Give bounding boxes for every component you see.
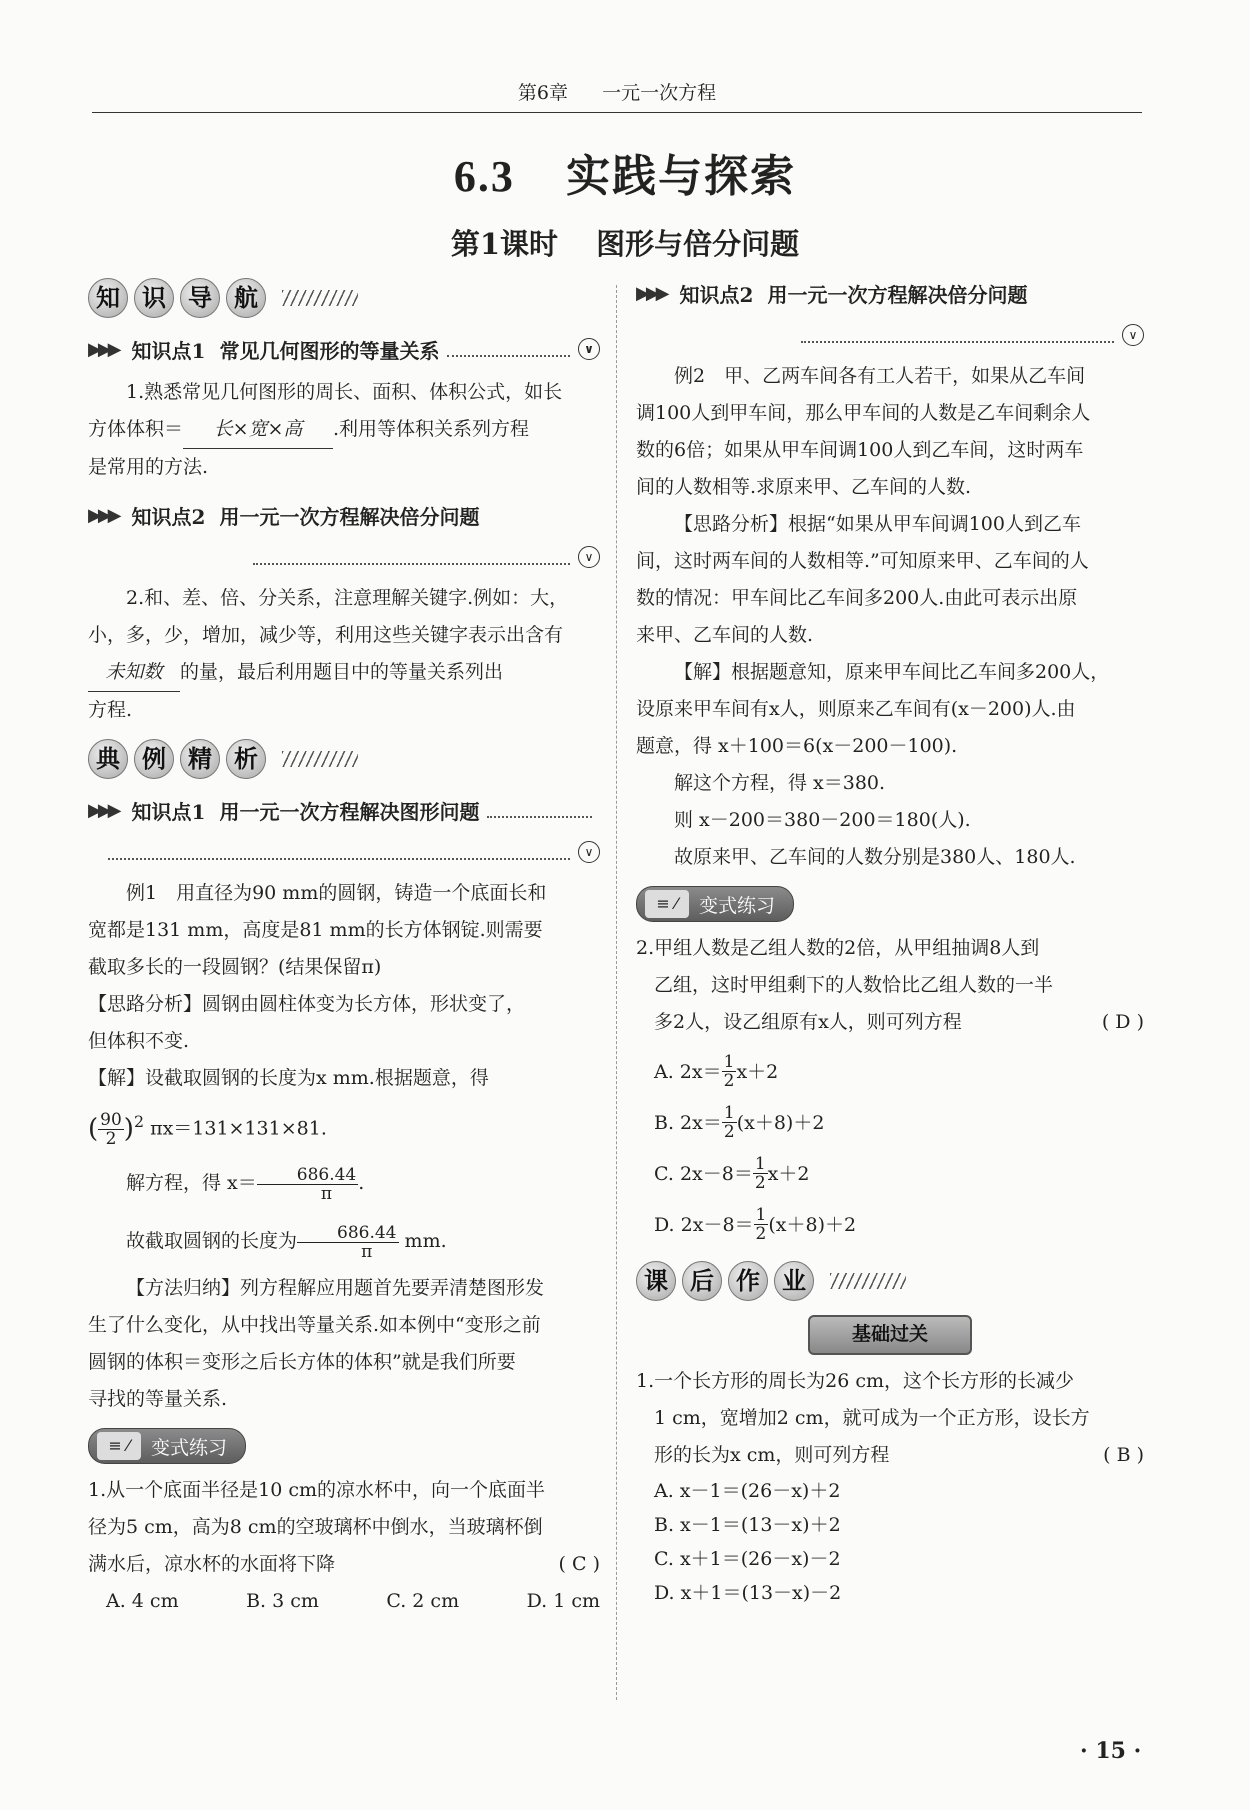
kp-label: 知识点2 <box>679 282 754 307</box>
para-1c: 是常用的方法. <box>88 456 209 478</box>
banner-char: 知 <box>88 278 128 318</box>
banner-char: 课 <box>636 1261 676 1301</box>
example-2d: 间的人数相等.求原来甲、乙车间的人数. <box>636 476 972 498</box>
triple-arrow-icon: ▶▶▶ <box>88 504 118 526</box>
example-1b: 宽都是131 mm，高度是81 mm的长方体钢锭.则需要 <box>88 919 543 941</box>
solution-2: 【解】根据题意知，原来甲车间比乙车间多200人， <box>674 661 1110 683</box>
page-number: · 15 · <box>1080 1738 1142 1764</box>
answer-mark: ( D ) <box>1101 1011 1144 1033</box>
notebook-pen-icon: ≡ ⁄ <box>97 1432 141 1460</box>
para-1: 1.熟悉常见几何图形的周长、面积、体积公式，如长 <box>126 381 563 403</box>
banner-char: 作 <box>728 1261 768 1301</box>
para-1b: 方体体积＝ 长×宽×高 .利用等体积关系列方程 <box>88 411 600 449</box>
question-1c: 满水后，凉水杯的水面将下降 ( C ) <box>88 1546 600 1583</box>
solution-1: 【解】设截取圆钢的长度为x mm.根据题意，得 <box>88 1067 489 1089</box>
knowledge-point-2 <box>88 498 600 532</box>
analysis-2c: 数的情况：甲车间比乙车间多200人.由此可表示出原 <box>636 587 1078 609</box>
triple-arrow-icon: ▶▶▶ <box>88 338 118 360</box>
example-1c: 截取多长的一段圆钢？(结果保留π) <box>88 956 382 978</box>
hw-option-d: D. x＋1＝(13－x)－2 <box>654 1582 842 1604</box>
question-2: 2.甲组人数是乙组人数的2倍，从甲组抽调8人到 <box>636 937 1040 959</box>
hatch-decoration <box>830 1273 906 1289</box>
solution-2e: 则 x－200＝380－200＝180(人). <box>674 809 971 831</box>
analysis-1: 【思路分析】圆钢由圆柱体变为长方体，形状变了， <box>88 993 526 1015</box>
kp-label: 知识点1 <box>131 338 206 363</box>
banner-char: 航 <box>226 278 266 318</box>
fill-blank-2: 未知数 <box>88 654 180 692</box>
option: A. 4 cm <box>106 1590 179 1613</box>
hw-option-a: A. x－1＝(26－x)＋2 <box>654 1480 841 1502</box>
banner-char: 导 <box>180 278 220 318</box>
variant-practice-tag: ≡ ⁄ 变式练习 <box>88 1428 246 1464</box>
example-2c: 数的6倍；如果从甲车间调100人到乙车间，这时两车 <box>636 439 1084 461</box>
section-name: 实践与探索 <box>566 151 797 202</box>
running-header <box>92 78 1142 113</box>
kp-text: 常见几何图形的等量关系 <box>219 338 440 363</box>
banner-char: 精 <box>180 739 220 779</box>
banner-char: 后 <box>682 1261 722 1301</box>
para-2c: 未知数 的量，最后利用题目中的等量关系列出 <box>88 654 600 692</box>
right-column <box>636 268 1144 1610</box>
para-2d: 方程. <box>88 699 133 721</box>
question-1-options <box>106 1583 600 1619</box>
question-1: 1.从一个底面半径是10 cm的凉水杯中，向一个底面半 <box>88 1479 546 1502</box>
solution-1-solve: 解方程，得 x＝ $\frac{686.44}{\pi}$ . <box>126 1164 365 1204</box>
kp2-dot-line <box>88 540 600 574</box>
question-1b: 径为5 cm，高为8 cm的空玻璃杯中倒水，当玻璃杯倒 <box>88 1516 543 1539</box>
option: C. 2 cm <box>386 1590 460 1613</box>
option-c: C. 2x－8＝ $\frac{1}{2}$ x＋2 <box>654 1154 810 1193</box>
banner-knowledge-guide <box>88 274 600 322</box>
method-summary: 【方法归纳】列方程解应用题首先要弄清楚图形发 <box>126 1277 545 1300</box>
analysis-1b: 但体积不变. <box>88 1030 190 1052</box>
column-divider <box>616 285 617 1700</box>
solution-2b: 设原来甲车间有x人，则原来乙车间有(x－200)人.由 <box>636 698 1076 720</box>
banner-char: 典 <box>88 739 128 779</box>
example-2: 例2 甲、乙两车间各有工人若干，如果从乙车间 <box>674 365 1086 387</box>
answer-mark: ( C ) <box>558 1553 600 1576</box>
option-b: B. 2x＝ $\frac{1}{2}$ (x＋8)＋2 <box>654 1103 825 1142</box>
knowledge-point-1 <box>88 332 600 366</box>
banner-homework <box>636 1257 1144 1305</box>
kp-label: 知识点1 <box>131 799 206 824</box>
answer-mark: ( B ) <box>1103 1444 1144 1466</box>
fill-blank-1: 长×宽×高 <box>183 411 333 449</box>
option-a: A. 2x＝ $\frac{1}{2}$ x＋2 <box>654 1052 779 1091</box>
kp-label: 知识点2 <box>131 504 206 529</box>
dot-leader <box>253 549 570 565</box>
hw-question-1c: 形的长为x cm，则可列方程 ( B ) <box>636 1437 1144 1474</box>
question-2b: 乙组，这时甲组剩下的人数恰比乙组人数的一半 <box>654 974 1054 996</box>
chevron-down-circle-icon: ∨ <box>578 546 600 568</box>
notebook-pen-icon: ≡ ⁄ <box>645 890 689 918</box>
hw-option-b: B. x－1＝(13－x)＋2 <box>654 1514 841 1536</box>
banner-char: 析 <box>226 739 266 779</box>
method-summary-c: 圆钢的体积＝变形之后长方体的体积”就是我们所要 <box>88 1351 516 1374</box>
dot-leader <box>108 844 570 860</box>
kp-dot-line <box>636 318 1144 352</box>
dot-leader <box>801 327 1114 343</box>
lesson-number: 第1课时 <box>450 227 559 261</box>
hw-question-1b: 1 cm，宽增加2 cm，就可成为一个正方形，设长方 <box>654 1407 1090 1429</box>
chevron-down-circle-icon: ∨ <box>578 841 600 863</box>
analysis-2d: 来甲、乙车间的人数. <box>636 624 814 646</box>
left-column <box>88 268 600 1619</box>
para-2b: 小，多，少，增加，减少等，利用这些关键字表示出含有 <box>88 624 564 646</box>
chapter-name: 一元一次方程 <box>602 82 717 104</box>
basic-level-tag: 基础过关 <box>808 1315 972 1355</box>
chevron-down-circle-icon: ∨ <box>578 338 600 360</box>
knowledge-point-2-right <box>636 276 1144 310</box>
solution-1-answer: 故截取圆钢的长度为 $\frac{686.44}{\pi}$ mm. <box>126 1222 447 1262</box>
lesson-title <box>0 222 1250 263</box>
question-2c: 多2人，设乙组原有x人，则可列方程 ( D ) <box>636 1004 1144 1041</box>
triple-arrow-icon: ▶▶▶ <box>636 282 666 304</box>
hatch-decoration <box>282 751 358 767</box>
solution-1-eq: ( $\frac{90}{2}$ )$^2$ πx＝131×131×81. <box>88 1109 327 1149</box>
example-1: 例1 用直径为90 mm的圆钢，铸造一个底面长和 <box>126 882 547 904</box>
triple-arrow-icon: ▶▶▶ <box>88 799 118 821</box>
hatch-decoration <box>282 290 358 306</box>
kp-text: 用一元一次方程解决倍分问题 <box>767 282 1028 307</box>
solution-2c: 题意，得 x＋100＝6(x－200－100). <box>636 735 958 757</box>
analysis-2b: 间，这时两车间的人数相等.”可知原来甲、乙车间的人 <box>636 550 1089 572</box>
knowledge-point-3 <box>88 793 600 827</box>
hw-question-1: 1.一个长方形的周长为26 cm，这个长方形的长减少 <box>636 1370 1075 1392</box>
section-number: 6.3 <box>453 152 515 201</box>
chapter-number: 第6章 <box>517 82 569 104</box>
banner-typical-examples <box>88 735 600 783</box>
dot-leader <box>447 341 570 357</box>
kp-text: 用一元一次方程解决倍分问题 <box>219 504 480 529</box>
kp-text: 用一元一次方程解决图形问题 <box>219 799 480 824</box>
example-2b: 调100人到甲车间，那么甲车间的人数是乙车间剩余人 <box>636 402 1091 424</box>
method-summary-d: 寻找的等量关系. <box>88 1388 228 1411</box>
banner-char: 业 <box>774 1261 814 1301</box>
chevron-down-circle-icon: ∨ <box>1122 324 1144 346</box>
option: B. 3 cm <box>246 1590 319 1613</box>
section-title <box>0 140 1250 204</box>
solution-2f: 故原来甲、乙车间的人数分别是380人、180人. <box>674 846 1076 868</box>
solution-2d: 解这个方程，得 x＝380. <box>674 772 886 794</box>
banner-char: 例 <box>134 739 174 779</box>
para-2: 2.和、差、倍、分关系，注意理解关键字.例如：大， <box>126 587 569 609</box>
option: D. 1 cm <box>526 1590 600 1613</box>
analysis-2: 【思路分析】根据“如果从甲车间调100人到乙车 <box>674 513 1081 535</box>
dot-leader <box>487 802 592 818</box>
option-d: D. 2x－8＝ $\frac{1}{2}$ (x＋8)＋2 <box>654 1205 857 1244</box>
banner-char: 识 <box>134 278 174 318</box>
variant-practice-tag: ≡ ⁄ 变式练习 <box>636 886 794 922</box>
lesson-name: 图形与倍分问题 <box>596 227 800 261</box>
method-summary-b: 生了什么变化，从中找出等量关系.如本例中“变形之前 <box>88 1314 541 1337</box>
hw-option-c: C. x＋1＝(26－x)－2 <box>654 1548 841 1570</box>
kp3-dot-line <box>88 835 600 869</box>
